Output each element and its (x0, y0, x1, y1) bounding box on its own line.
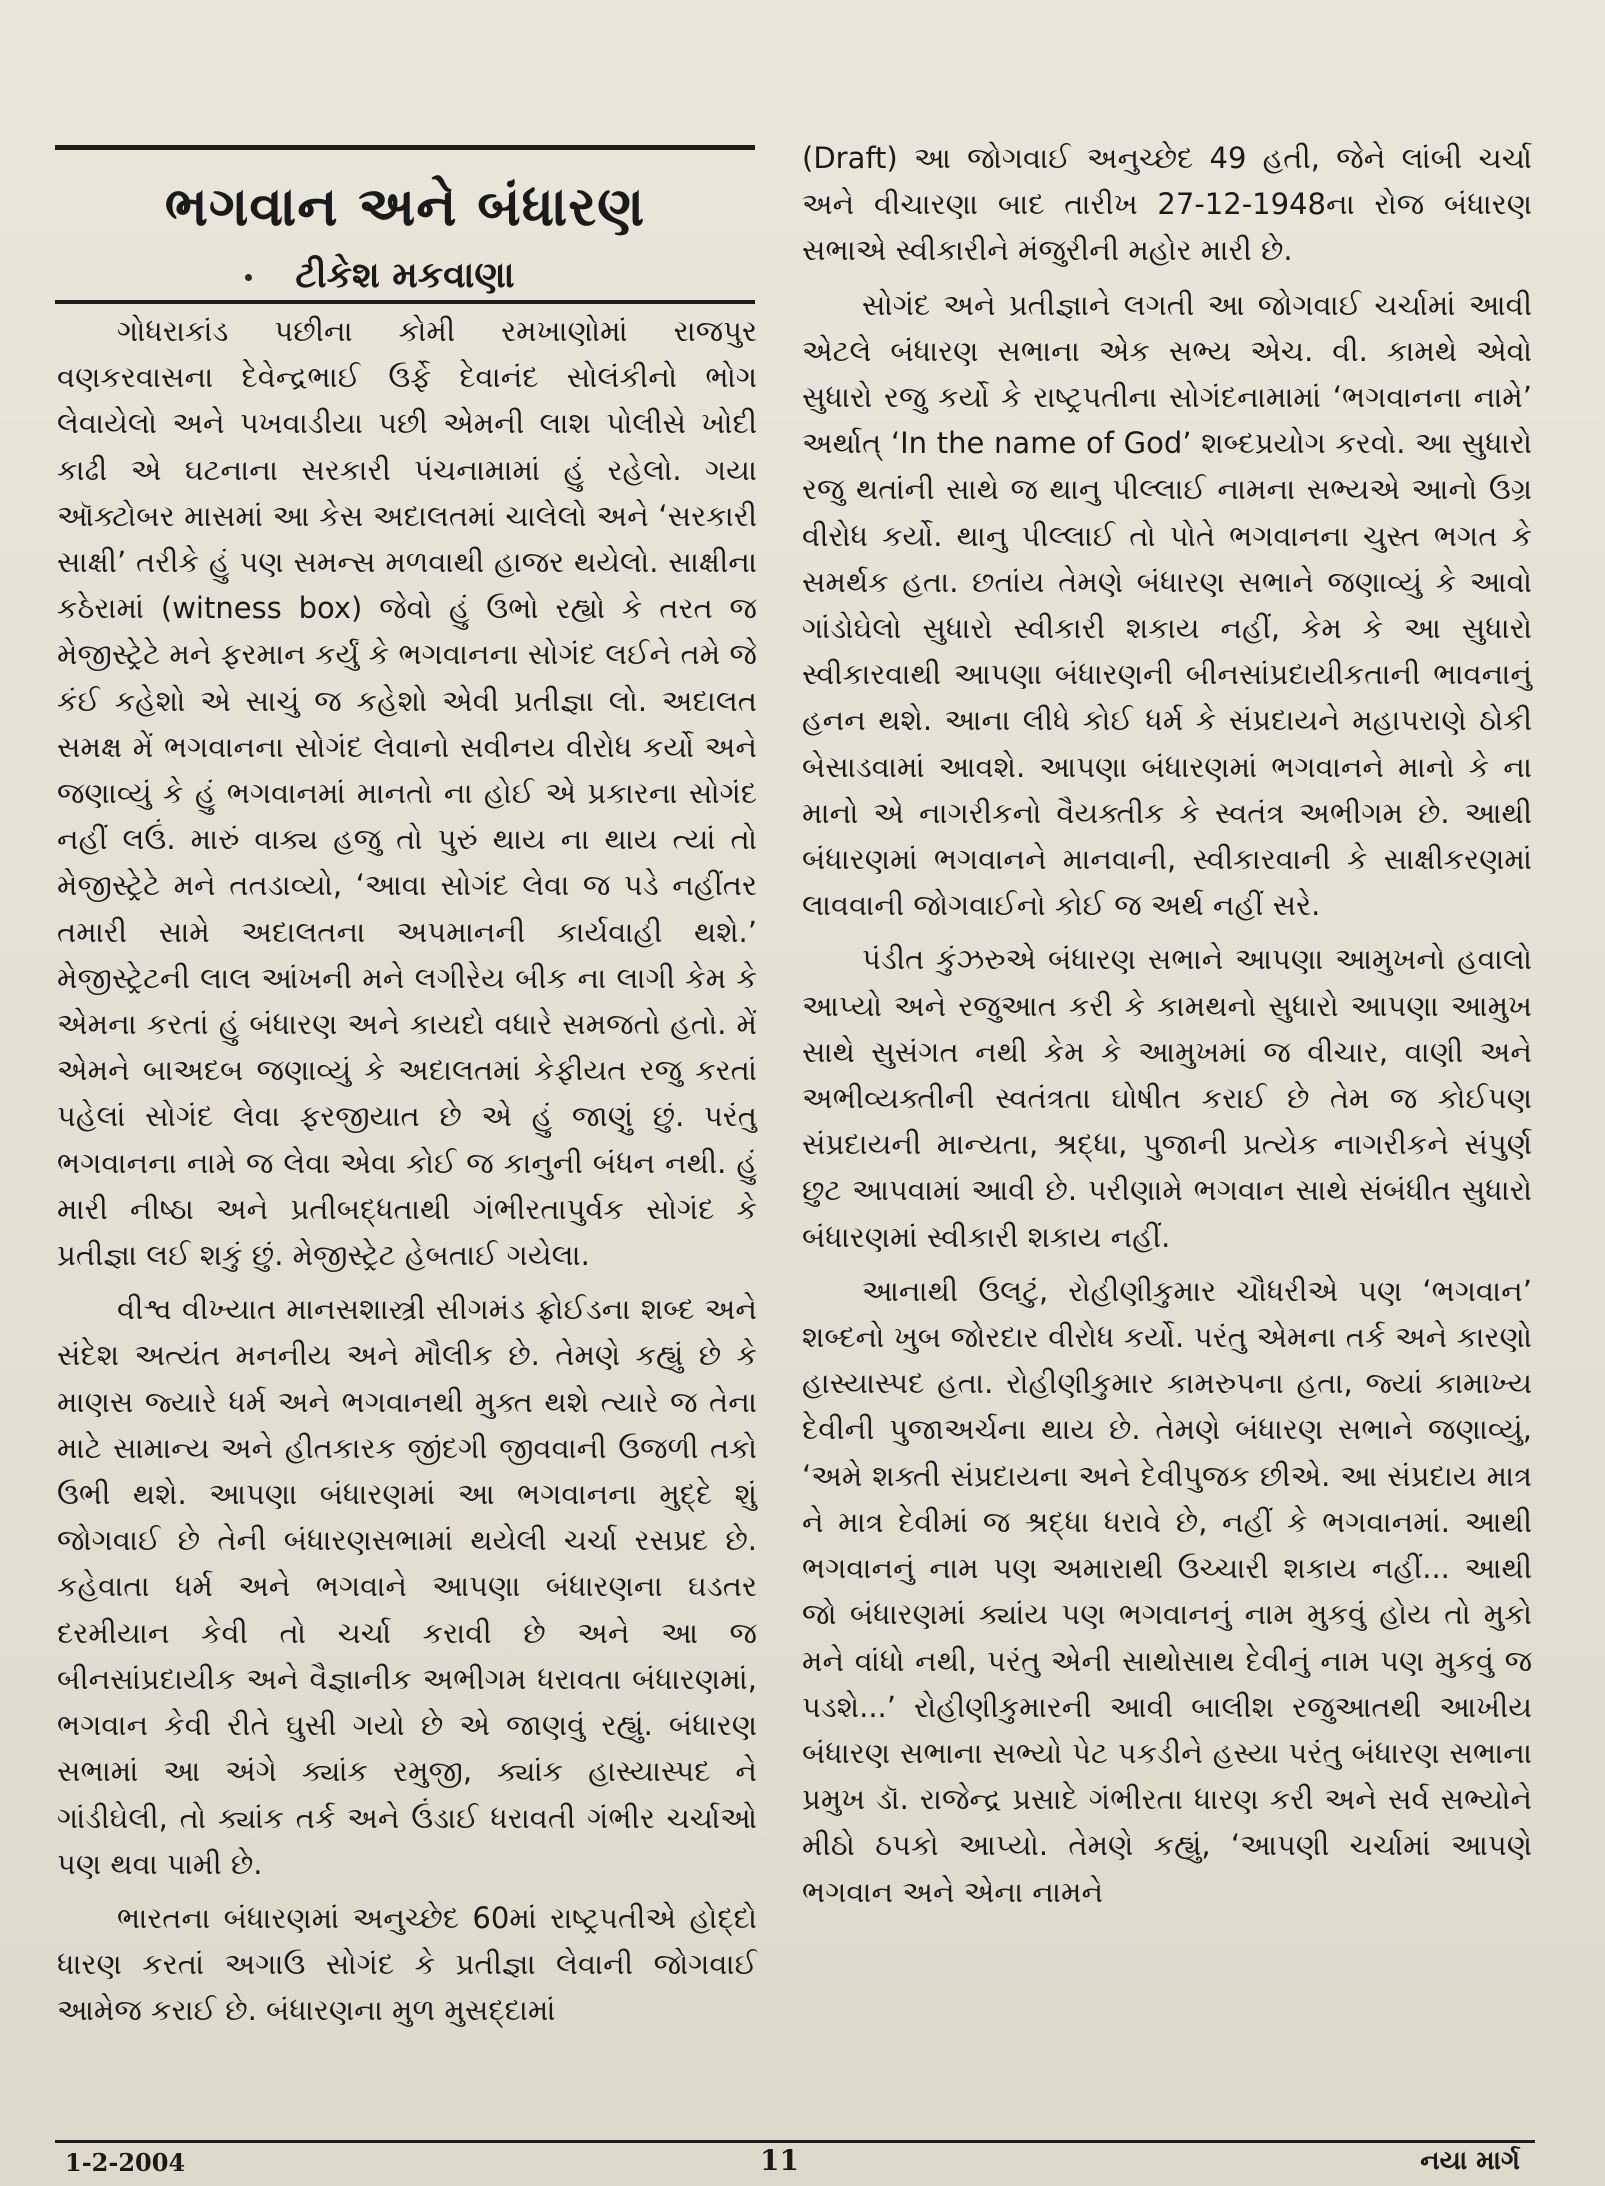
left-column (57, 308, 757, 2034)
footer-date: 1-2-2004 (65, 2148, 186, 2177)
paragraph: વીશ્વ વીખ્યાત માનસશાસ્ત્રી સીગમંડ ફ્રોઈડના શબ્દ અને સંદેશ અત્યંત મનનીય અને મૌલીક છે. તેમણે કહ્યું છે કે માણસ જ્યારે ધર્મ અને ભગવાનથી મુક્ત થશે ત્યારે જ તેના માટે સામાન્ય અને હીતકારક જીંદગી જીવવાની ઉજળી તકો ઉભી થશે. આપણા બંધારણમાં આ ભગવાનના મુદ્દે શું જોગવાઈ છે તેની બંધારણસભામાં થયેલી ચર્ચા રસપ્રદ છે. કહેવાતા ધર્મ અને ભગવાને આપણા બંધારણના ઘડતર દરમીયાન કેવી તો ચર્ચા કરાવી છે અને આ જ બીનસાંપ્રદાયીક અને વૈજ્ઞાનીક અભીગમ ધરાવતા બંધારણમાં, ભગવાન કેવી રીતે ઘુસી ગયો છે એ જાણવું રહ્યું. બંધારણ સભામાં આ અંગે ક્યાંક રમુજી, ક્યાંક હાસ્યાસ્પદ ને ગાંડીઘેલી, તો ક્યાંક તર્ક અને ઉંડાઈ ધરાવતી ગંભીર ચર્ચાઓ પણ થવા પામી છે. (57, 1292, 757, 1881)
paragraph: (Draft) આ જોગવાઈ અનુચ્છેદ 49 હતી, જેને લાંબી ચર્ચા અને વીચારણા બાદ તારીખ 27-12-1948ના રોજ બંધારણ સભાએ સ્વીકારીને મંજુરીની મહોર મારી છે. (802, 141, 1532, 268)
article-author: ટીકેશ મકવાણા (295, 255, 515, 296)
paragraph: પંડીત કુંઝરુએ બંધારણ સભાને આપણા આમુખનો હવાલો આપ્યો અને રજુઆત કરી કે કામથનો સુધારો આપણા આમુખ સાથે સુસંગત નથી કેમ કે આમુખમાં જ વીચાર, વાણી અને અભીવ્યક્તીની સ્વતંત્રતા ઘોષીત કરાઈ છે તેમ જ કોઈપણ સંપ્રદાયની માન્યતા, શ્રદ્ધા, પુજાની પ્રત્યેક નાગરીકને સંપુર્ણ છુટ આપવામાં આવી છે. પરીણામે ભગવાન સાથે સંબંધીત સુધારો બંધારણમાં સ્વીકારી શકાય નહીં. (802, 942, 1532, 1254)
page-number: 11 (760, 2144, 799, 2177)
paragraph: ગોધરાકાંડ પછીના કોમી રમખાણોમાં રાજપુર વણકરવાસના દેવેન્દ્રભાઈ ઉર્ફે દેવાનંદ સોલંકીનો ભોગ લેવાયેલો અને પખવાડીયા પછી એમની લાશ પોલીસે ખોદી કાઢી એ ઘટનાના સરકારી પંચનામામાં હું રહેલો. ગયા ઑક્ટોબર માસમાં આ કેસ અદાલતમાં ચાલેલો અને ‘સરકારી સાક્ષી’ તરીકે હું પણ સમન્સ મળવાથી હાજર થયેલો. સાક્ષીના કઠેરામાં (witness box) જેવો હું ઉભો રહ્યો કે તરત જ મેજીસ્ટ્રેટે મને ફરમાન કર્યું કે ભગવાનના સોગંદ લઈને તમે જે કંઈ કહેશો એ સાચું જ કહેશો એવી પ્રતીજ્ઞા લો. અદાલત સમક્ષ મેં ભગવાનના સોગંદ લેવાનો સવીનય વીરોધ કર્યો અને જણાવ્યું કે હું ભગવાનમાં માનતો ના હોઈ એ પ્રકારના સોગંદ નહીં લઉં. મારું વાક્ય હજુ તો પુરું થાય ના થાય ત્યાં તો મેજીસ્ટ્રેટે મને તતડાવ્યો, ‘આવા સોગંદ લેવા જ પડે નહીંતર તમારી સામે અદાલતના અપમાનની કાર્યવાહી થશે.’ મેજીસ્ટ્રેટની લાલ આંખની મને લગીરેય બીક ના લાગી કેમ કે એમના કરતાં હું બંધારણ અને કાયદો વધારે સમજતો હતો. મેં એમને બાઅદબ જણાવ્યું કે અદાલતમાં કેફીયત રજુ કરતાં પહેલાં સોગંદ લેવા ફરજીયાત છે એ હું જાણું છું. પરંતુ ભગવાનના નામે જ લેવા એવા કોઈ જ કાનુની બંધન નથી. હું મારી નીષ્ઠા અને પ્રતીબદ્ધતાથી ગંભીરતાપુર્વક સોગંદ કે પ્રતીજ્ઞા લઈ શકું છું. મેજીસ્ટ્રેટ હેબતાઈ ગયેલા. (57, 314, 757, 1273)
paragraph: ભારતના બંધારણમાં અનુચ્છેદ 60માં રાષ્ટ્રપતીએ હોદ્દો ધારણ કરતાં અગાઉ સોગંદ કે પ્રતીજ્ઞા લેવાની જોગવાઈ આમેજ કરાઈ છે. બંધારણના મુળ મુસદ્દામાં (57, 1900, 757, 2028)
title-bottom-rule (55, 300, 755, 304)
paragraph: સોગંદ અને પ્રતીજ્ઞાને લગતી આ જોગવાઈ ચર્ચામાં આવી એટલે બંધારણ સભાના એક સભ્ય એચ. વી. કામથે એવો સુધારો રજુ કર્યો કે રાષ્ટ્રપતીના સોગંદનામામાં ‘ભગવાનના નામે’ અર્થાત્ ‘In the name of God’ શબ્દપ્રયોગ કરવો. આ સુધારો રજુ થતાંની સાથે જ થાનુ પીલ્લાઈ નામના સભ્યએ આનો ઉગ્ર વીરોધ કર્યો. થાનુ પીલ્લાઈ તો પોતે ભગવાનના ચુસ્ત ભગત કે સમર્થક હતા. છતાંય તેમણે બંધારણ સભાને જણાવ્યું કે આવો ગાંડોઘેલો સુધારો સ્વીકારી શકાય નહીં, કેમ કે આ સુધારો સ્વીકારવાથી આપણા બંધારણની બીનસાંપ્રદાયીકતાની ભાવનાનું હનન થશે. આના લીધે કોઈ ધર્મ કે સંપ્રદાયને મહાપરાણે ઠોકી બેસાડવામાં આવશે. આપણા બંધારણમાં ભગવાનને માનો કે ના માનો એ નાગરીકનો વૈયક્તીક કે સ્વતંત્ર અભીગમ છે. આથી બંધારણમાં ભગવાનને માનવાની, સ્વીકારવાની કે સાક્ષીકરણમાં લાવવાની જોગવાઈનો કોઈ જ અર્થ નહીં સરે. (802, 287, 1532, 923)
article-header (55, 150, 755, 300)
right-column (802, 135, 1532, 1915)
paragraph: આનાથી ઉલટું, રોહીણીકુમાર ચૌધરીએ પણ ‘ભગવાન’ શબ્દનો ખુબ જોરદાર વીરોધ કર્યો. પરંતુ એમના તર્ક અને કારણો હાસ્યાસ્પદ હતા. રોહીણીકુમાર કામરુપના હતા, જ્યાં કામાખ્ય દેવીની પુજાઅર્ચના થાય છે. તેમણે બંધારણ સભાને જણાવ્યું, ‘અમે શક્તી સંપ્રદાયના અને દેવીપુજક છીએ. આ સંપ્રદાય માત્ર ને માત્ર દેવીમાં જ શ્રદ્ધા ધરાવે છે, નહીં કે ભગવાનમાં. આથી ભગવાનનું નામ પણ અમારાથી ઉચ્ચારી શકાય નહીં... આથી જો બંધારણમાં ક્યાંય પણ ભગવાનનું નામ મુકવું હોય તો મુકો મને વાંધો નથી, પરંતુ એની સાથોસાથ દેવીનું નામ પણ મુકવું જ પડશે...’ રોહીણીકુમારની આવી બાલીશ રજુઆતથી આખીય બંધારણ સભાના સભ્યો પેટ પકડીને હસ્યા પરંતુ બંધારણ સભાના પ્રમુખ ડૉ. રાજેન્દ્ર પ્રસાદે ગંભીરતા ધારણ કરી અને સર્વ સભ્યોને મીઠો ઠપકો આપ્યો. તેમણે કહ્યું, ‘આપણી ચર્ચામાં આપણે ભગવાન અને એના નામને (802, 1273, 1532, 1909)
magazine-name: નયા માર્ગ (1420, 2146, 1520, 2176)
article-title: ભગવાન અને બંધારણ (164, 175, 646, 238)
footer-rule (55, 2140, 1535, 2143)
